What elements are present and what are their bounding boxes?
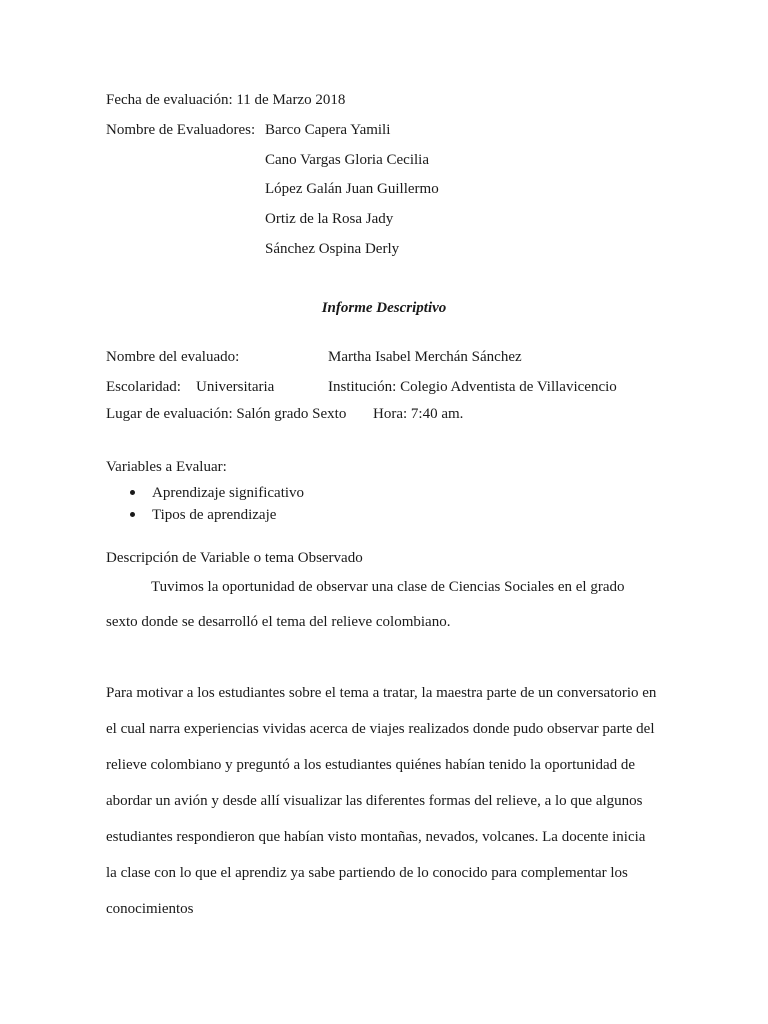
evaluado-label: Nombre del evaluado: [106,349,240,365]
variables-heading: Variables a Evaluar: [106,459,227,475]
paragraph-line: Para motivar a los estudiantes sobre el tema a tratar, la maestra parte de un conversatorio en [106,685,657,701]
paragraph-line: abordar un avión y desde allí visualizar las diferentes formas del relieve, a lo que algunos [106,793,643,809]
escolaridad-value: Universitaria [196,379,275,395]
paragraph-line: estudiantes respondieron que habían visto montañas, nevados, volcanes. La docente inicia [106,829,646,845]
paragraph-line: relieve colombiano y preguntó a los estudiantes quiénes habían tenido la oportunidad de [106,757,636,773]
list-item: Aprendizaje significativo [127,484,304,506]
evaluador-item: Cano Vargas Gloria Cecilia [265,152,429,168]
lugar-text: Lugar de evaluación: Salón grado Sexto [106,406,347,422]
descripcion-heading: Descripción de Variable o tema Observado [106,550,363,566]
evaluador-item: Barco Capera Yamili [265,122,391,138]
fecha-row [106,91,345,109]
paragraph-line: conocimientos [106,901,194,917]
evaluador-item: López Galán Juan Guillermo [265,181,439,197]
paragraph-line: la clase con lo que el aprendiz ya sabe partiendo de lo conocido para complementar los [106,865,628,881]
paragraph-line: sexto donde se desarrolló el tema del relieve colombiano. [106,614,451,630]
paragraph-line: Tuvimos la oportunidad de observar una clase de Ciencias Sociales en el grado [151,579,625,595]
escolaridad-label: Escolaridad: [106,379,181,395]
fecha-label: Fecha de evaluación: [106,92,233,108]
variables-list [127,484,304,528]
evaluador-item: Ortiz de la Rosa Jady [265,211,394,227]
fecha-value: 11 de Marzo 2018 [236,92,346,108]
hora-text: Hora: 7:40 am. [373,406,464,422]
evaluado-value: Martha Isabel Merchán Sánchez [328,349,522,365]
evaluadores-label: Nombre de Evaluadores: [106,122,256,138]
evaluador-item: Sánchez Ospina Derly [265,241,400,257]
document-title: Informe Descriptivo [321,300,447,316]
paragraph-line: el cual narra experiencias vividas acerca de viajes realizados donde pudo observar parte del [106,721,655,737]
institucion-text: Institución: Colegio Adventista de Villavicencio [328,379,617,395]
list-item: Tipos de aprendizaje [127,506,304,528]
